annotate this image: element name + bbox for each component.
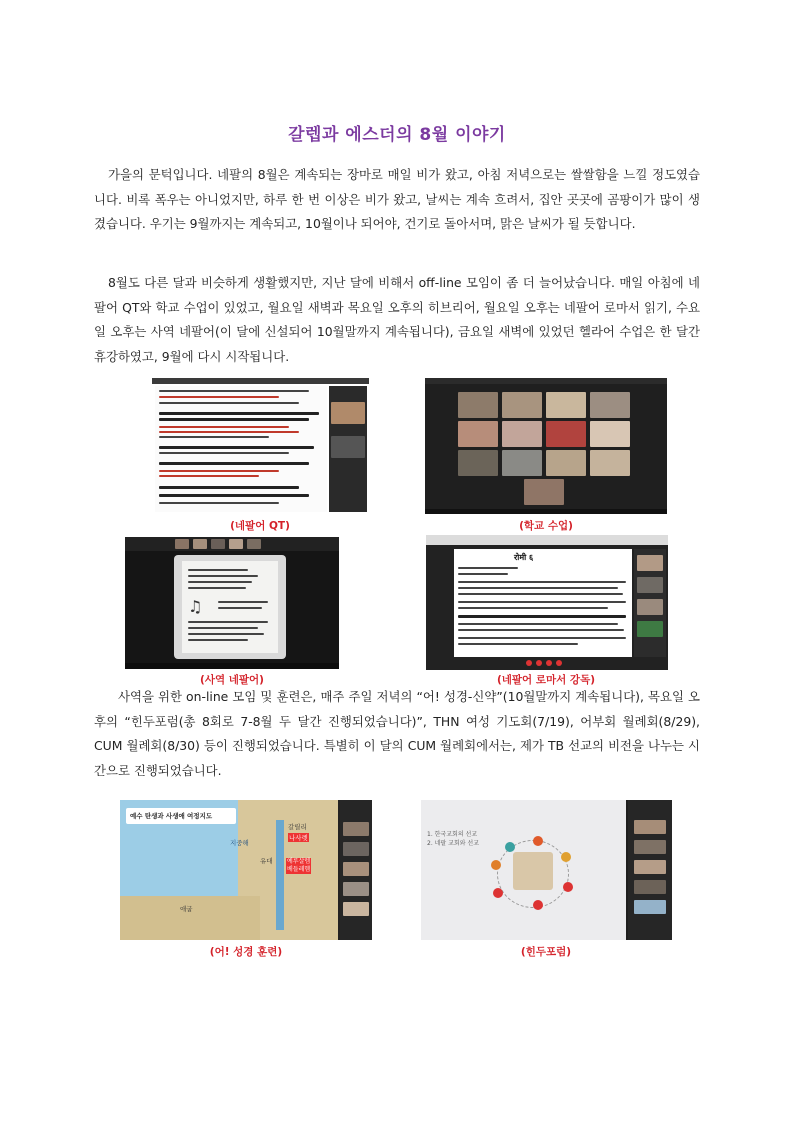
caption-ministry-nepali: (사역 네팔어) bbox=[200, 674, 264, 686]
map-label-judea: 유대 bbox=[260, 857, 273, 865]
paragraph-weather: 가을의 문턱입니다. 네팔의 8월은 계속되는 장마로 매일 비가 왔고, 아침 저녁으로는 쌀쌀함을 느낄 정도였습니다. 비록 폭우는 아니었지만, 하루 한 번 이상은 비가 왔고, 날씨는 계속 흐려서, 집안 곳곳에 곰팡이가 많이 생겼습니다. 우기는 9월까지는 계속되고, 10월이나 되어야, 건기로 돌아서며, 맑은 날씨가 될 듯합니다. bbox=[94, 167, 700, 231]
photo-ministry-nepali: ♫ bbox=[125, 537, 339, 669]
photo-school-class bbox=[425, 378, 667, 514]
page-title: 갈렙과 에스더의 8월 이야기 bbox=[288, 125, 506, 145]
slide-text: 1. 한국교회의 선교 2. 네팔 교회와 선교 bbox=[427, 831, 480, 847]
photo-romans-reading bbox=[426, 535, 668, 670]
caption-bible-training: (어! 성경 훈련) bbox=[209, 946, 283, 958]
caption-hindu-forum: (힌두포럼) bbox=[520, 946, 572, 958]
paragraph-online-meetings: 사역을 위한 on-line 모임 및 훈련은, 매주 주일 저녁의 “어! 성경-신약”(10월말까지 계속됩니다), 목요일 오후의 “힌두포럼(총 8회로 7-8월 두 달간 진행되었습니다)”, THN 여성 기도회(7/19), 어부회 월례회(8/29), CUM 월례회(8/30) 등이 진행되었습니다. 특별히 이 달의 CUM 월례회에서는, 제가 TB 선교의 비전을 나누는 시간으로 진행되었습니다. bbox=[94, 689, 700, 778]
photo-nepali-qt bbox=[152, 378, 369, 514]
map-label-sea: 지중해 bbox=[230, 839, 249, 847]
paragraph-classes: 8월도 다른 달과 비슷하게 생활했지만, 지난 달에 비해서 off-line 모임이 좀 더 늘어났습니다. 매일 아침에 네팔어 QT와 학교 수업이 있었고, 월요일 새벽과 목요일 오후의 히브리어, 월요일 오후는 네팔어 로마서 읽기, 수요일 오후는 사역 네팔어(이 달에 신설되어 10월말까지 계속됩니다), 금요일 새벽에 있었던 헬라어 수업은 한 달간 휴강하였고, 9월에 다시 시작됩니다. bbox=[94, 275, 700, 364]
map-label-bethlehem: 예루살렘 베들레헴 bbox=[287, 858, 311, 873]
photo-hindu-forum bbox=[421, 800, 672, 940]
romans-heading: रोमी ६ bbox=[514, 553, 534, 562]
caption-romans-reading: (네팔어 로마서 강독) bbox=[496, 674, 596, 686]
caption-nepali-qt: (네팔어 QT) bbox=[230, 520, 290, 532]
map-title: 예수 탄생과 사생애 여정지도 bbox=[130, 812, 213, 820]
map-label-egypt: 애굽 bbox=[180, 905, 193, 913]
map-label-galilee: 갈릴리 bbox=[288, 823, 307, 831]
caption-school-class: (학교 수업) bbox=[519, 520, 573, 532]
photo-bible-training bbox=[120, 800, 372, 940]
map-label-nazareth: 나사렛 bbox=[289, 834, 308, 842]
